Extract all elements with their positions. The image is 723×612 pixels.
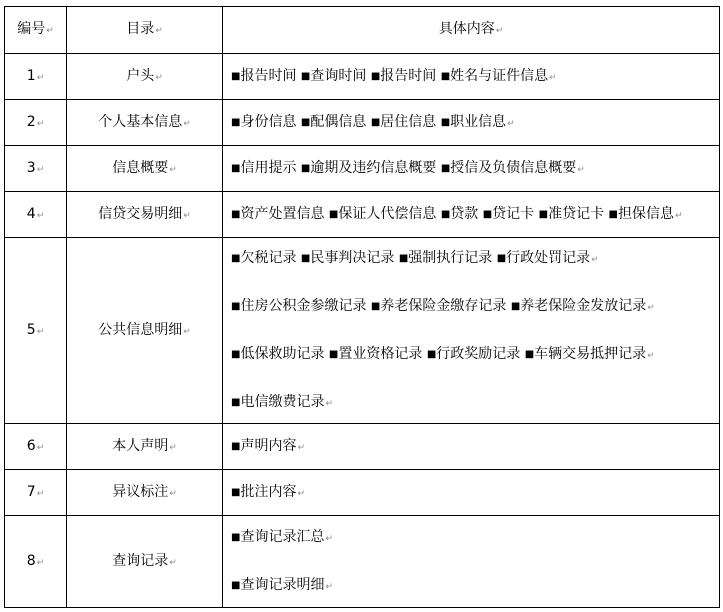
detail-item: 电信缴费记录	[240, 393, 325, 410]
black-square-icon: ■	[538, 208, 549, 220]
row-number: 8	[26, 552, 36, 569]
black-square-icon: ■	[440, 70, 451, 82]
detail-item: 授信及负债信息概要	[450, 159, 577, 176]
return-arrow-icon: ↵	[647, 350, 655, 361]
return-arrow-icon: ↵	[169, 442, 177, 453]
black-square-icon: ■	[482, 208, 493, 220]
row-number-cell	[5, 470, 67, 516]
row-category: 本人声明	[112, 437, 169, 454]
return-arrow-icon: ↵	[591, 254, 599, 265]
row-details-cell	[223, 54, 720, 100]
detail-item: 声明内容	[240, 437, 297, 454]
black-square-icon: ■	[370, 70, 381, 82]
row-details-cell	[223, 192, 720, 238]
detail-item: 欠税记录	[240, 249, 297, 266]
black-square-icon: ■	[231, 348, 241, 360]
black-square-icon: ■	[370, 300, 381, 312]
black-square-icon: ■	[231, 252, 241, 264]
return-arrow-icon: ↵	[325, 398, 333, 409]
detail-item: 担保信息	[617, 205, 674, 222]
detail-item: 身份信息	[240, 113, 297, 130]
details-line	[231, 482, 719, 504]
black-square-icon: ■	[328, 348, 339, 360]
header-number-cell	[5, 7, 67, 54]
detail-item: 低保救助记录	[240, 345, 325, 362]
black-square-icon: ■	[440, 116, 451, 128]
row-number: 4	[26, 205, 36, 222]
detail-item: 贷款	[450, 205, 479, 222]
return-arrow-icon: ↵	[36, 118, 45, 129]
detail-item: 职业信息	[450, 113, 507, 130]
details-line	[231, 575, 719, 597]
return-arrow-icon: ↵	[155, 26, 163, 36]
black-square-icon: ■	[231, 531, 241, 543]
table-row	[5, 516, 720, 608]
row-number: 3	[26, 159, 36, 176]
detail-item: 保证人代偿信息	[338, 205, 437, 222]
return-arrow-icon: ↵	[577, 164, 585, 175]
black-square-icon: ■	[524, 348, 535, 360]
black-square-icon: ■	[300, 116, 311, 128]
details-line	[231, 248, 719, 270]
black-square-icon: ■	[231, 300, 241, 312]
row-category-cell	[67, 238, 223, 424]
row-number-cell	[5, 516, 67, 608]
row-category-cell	[67, 54, 223, 100]
row-details-cell	[223, 470, 720, 516]
return-arrow-icon: ↵	[183, 210, 191, 221]
row-category: 信贷交易明细	[98, 205, 183, 222]
detail-item: 姓名与证件信息	[450, 67, 549, 84]
black-square-icon: ■	[440, 208, 451, 220]
details-line	[231, 527, 719, 549]
return-arrow-icon: ↵	[549, 72, 557, 83]
row-number-cell	[5, 192, 67, 238]
return-arrow-icon: ↵	[183, 118, 191, 129]
return-arrow-icon: ↵	[169, 557, 177, 568]
row-category-cell	[67, 470, 223, 516]
detail-item: 养老保险金缴存记录	[380, 297, 507, 314]
return-arrow-icon: ↵	[36, 210, 45, 221]
return-arrow-icon: ↵	[495, 26, 504, 36]
detail-item: 资产处置信息	[240, 205, 325, 222]
return-arrow-icon: ↵	[46, 26, 54, 36]
black-square-icon: ■	[231, 116, 241, 128]
header-category-cell	[67, 7, 223, 54]
detail-item: 贷记卡	[492, 205, 535, 222]
details-line	[231, 296, 719, 318]
detail-item: 住房公积金参缴记录	[240, 297, 367, 314]
detail-item: 批注内容	[240, 483, 297, 500]
row-category-cell	[67, 424, 223, 470]
header-row	[5, 7, 720, 54]
black-square-icon: ■	[231, 70, 241, 82]
header-category: 目录	[126, 21, 155, 37]
return-arrow-icon: ↵	[507, 118, 515, 129]
return-arrow-icon: ↵	[36, 488, 45, 499]
row-details-cell	[223, 146, 720, 192]
return-arrow-icon: ↵	[297, 442, 305, 453]
row-category: 公共信息明细	[98, 321, 183, 338]
row-number: 6	[26, 437, 36, 454]
row-details-cell	[223, 238, 720, 424]
black-square-icon: ■	[398, 252, 409, 264]
detail-item: 置业资格记录	[338, 345, 423, 362]
row-category: 户头	[126, 67, 155, 84]
header-details: 具体内容	[438, 21, 495, 37]
row-category: 异议标注	[112, 483, 169, 500]
return-arrow-icon: ↵	[36, 72, 45, 83]
row-category: 查询记录	[112, 552, 169, 569]
row-number: 7	[26, 483, 36, 500]
black-square-icon: ■	[426, 348, 437, 360]
return-arrow-icon: ↵	[155, 72, 163, 83]
row-category-cell	[67, 192, 223, 238]
row-number-cell	[5, 100, 67, 146]
detail-item: 查询记录汇总	[240, 528, 325, 545]
row-number: 1	[26, 67, 36, 84]
detail-item: 行政处罚记录	[506, 249, 591, 266]
return-arrow-icon: ↵	[36, 164, 45, 175]
table-row	[5, 100, 720, 146]
detail-item: 养老保险金发放记录	[520, 297, 647, 314]
black-square-icon: ■	[300, 252, 311, 264]
black-square-icon: ■	[300, 162, 311, 174]
detail-item: 报告时间	[380, 67, 437, 84]
detail-item: 准贷记卡	[548, 205, 605, 222]
details-line	[231, 204, 719, 226]
header-number: 编号	[17, 21, 46, 37]
row-number-cell	[5, 424, 67, 470]
row-details-cell	[223, 100, 720, 146]
black-square-icon: ■	[510, 300, 521, 312]
table-row	[5, 238, 720, 424]
row-details-cell	[223, 424, 720, 470]
row-category: 信息概要	[112, 159, 169, 176]
table-row	[5, 470, 720, 516]
row-number-cell	[5, 146, 67, 192]
detail-item: 查询记录明细	[240, 576, 325, 593]
detail-item: 查询时间	[310, 67, 367, 84]
row-category-cell	[67, 516, 223, 608]
table-row	[5, 192, 720, 238]
black-square-icon: ■	[231, 396, 241, 408]
detail-item: 民事判决记录	[310, 249, 395, 266]
details-line	[231, 112, 719, 134]
header-details-cell	[223, 7, 720, 54]
detail-item: 逾期及违约信息概要	[310, 159, 437, 176]
row-number-cell	[5, 238, 67, 424]
table-row	[5, 54, 720, 100]
return-arrow-icon: ↵	[183, 326, 191, 337]
return-arrow-icon: ↵	[36, 557, 45, 568]
return-arrow-icon: ↵	[325, 581, 333, 592]
black-square-icon: ■	[231, 440, 241, 452]
black-square-icon: ■	[440, 162, 451, 174]
return-arrow-icon: ↵	[297, 488, 305, 499]
row-category: 个人基本信息	[98, 113, 183, 130]
detail-item: 配偶信息	[310, 113, 367, 130]
detail-item: 信用提示	[240, 159, 297, 176]
black-square-icon: ■	[231, 162, 241, 174]
row-number-cell	[5, 54, 67, 100]
return-arrow-icon: ↵	[36, 442, 45, 453]
detail-item: 报告时间	[240, 67, 297, 84]
details-line	[231, 344, 719, 366]
black-square-icon: ■	[496, 252, 507, 264]
table-row	[5, 146, 720, 192]
row-number: 2	[26, 113, 36, 130]
black-square-icon: ■	[608, 208, 618, 220]
black-square-icon: ■	[328, 208, 339, 220]
return-arrow-icon: ↵	[647, 302, 655, 313]
details-line	[231, 158, 719, 180]
black-square-icon: ■	[231, 486, 241, 498]
detail-item: 行政奖励记录	[436, 345, 521, 362]
detail-item: 居住信息	[380, 113, 437, 130]
black-square-icon: ■	[231, 208, 241, 220]
table-row	[5, 424, 720, 470]
return-arrow-icon: ↵	[325, 533, 333, 544]
black-square-icon: ■	[231, 579, 241, 591]
row-number: 5	[26, 321, 36, 338]
black-square-icon: ■	[370, 116, 381, 128]
return-arrow-icon: ↵	[169, 488, 177, 499]
detail-item: 强制执行记录	[408, 249, 493, 266]
details-line	[231, 436, 719, 458]
row-category-cell	[67, 146, 223, 192]
details-line	[231, 66, 719, 88]
details-line	[231, 392, 719, 414]
row-category-cell	[67, 100, 223, 146]
black-square-icon: ■	[300, 70, 311, 82]
row-details-cell	[223, 516, 720, 608]
return-arrow-icon: ↵	[674, 210, 683, 221]
detail-item: 车辆交易抵押记录	[534, 345, 647, 362]
return-arrow-icon: ↵	[36, 326, 45, 337]
credit-report-structure-table	[4, 6, 720, 608]
return-arrow-icon: ↵	[169, 164, 177, 175]
